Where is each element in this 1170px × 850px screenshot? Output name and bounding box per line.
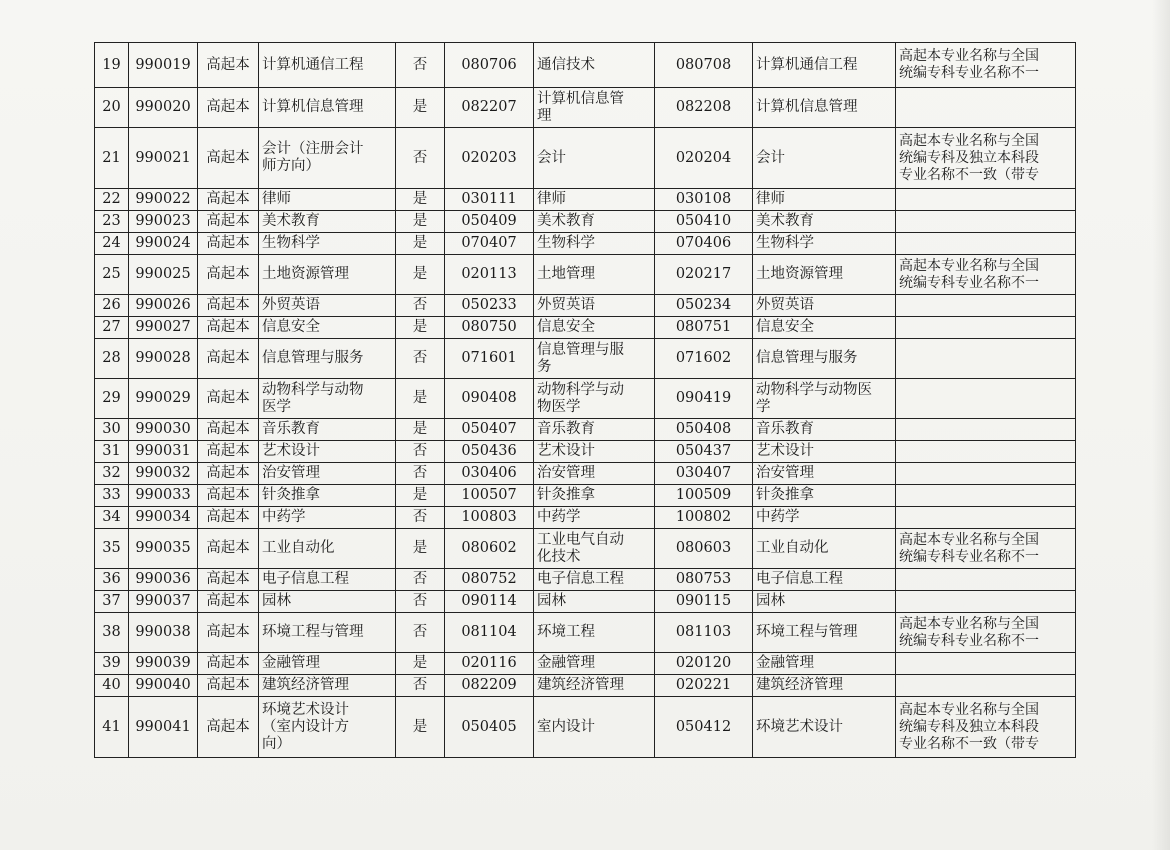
cell-flag: 是 (396, 485, 445, 507)
cell-name-3: 建筑经济管理 (753, 675, 896, 697)
cell-major-code: 990021 (129, 128, 198, 189)
cell-major-code: 990041 (129, 697, 198, 758)
table-row (95, 613, 1076, 653)
cell-name-3: 律师 (753, 189, 896, 211)
cell-major-code: 990036 (129, 569, 198, 591)
table-row (95, 128, 1076, 189)
majors-table (94, 42, 1076, 758)
cell-major-name: 生物科学 (259, 233, 396, 255)
cell-name-2: 土地管理 (534, 255, 655, 295)
cell-flag: 否 (396, 441, 445, 463)
cell-name-2: 中药学 (534, 507, 655, 529)
table-row (95, 485, 1076, 507)
cell-flag: 否 (396, 591, 445, 613)
table-row (95, 189, 1076, 211)
table-row (95, 591, 1076, 613)
cell-flag: 是 (396, 317, 445, 339)
cell-row-number: 32 (95, 463, 129, 485)
cell-code-3: 020221 (655, 675, 753, 697)
cell-code-2: 080750 (445, 317, 534, 339)
cell-code-3: 071602 (655, 339, 753, 379)
cell-name-2: 室内设计 (534, 697, 655, 758)
cell-level: 高起本 (198, 255, 259, 295)
cell-name-3: 美术教育 (753, 211, 896, 233)
cell-major-code: 990024 (129, 233, 198, 255)
cell-row-number: 26 (95, 295, 129, 317)
table-row (95, 529, 1076, 569)
table-row (95, 653, 1076, 675)
cell-code-3: 082208 (655, 88, 753, 128)
cell-code-3: 080603 (655, 529, 753, 569)
cell-name-2: 工业电气自动 化技术 (534, 529, 655, 569)
cell-name-3: 治安管理 (753, 463, 896, 485)
cell-major-name: 律师 (259, 189, 396, 211)
cell-major-name: 艺术设计 (259, 441, 396, 463)
cell-note (896, 379, 1076, 419)
table-row (95, 569, 1076, 591)
cell-flag: 是 (396, 88, 445, 128)
cell-code-3: 081103 (655, 613, 753, 653)
cell-name-3: 会计 (753, 128, 896, 189)
cell-code-2: 070407 (445, 233, 534, 255)
cell-row-number: 36 (95, 569, 129, 591)
cell-code-2: 050407 (445, 419, 534, 441)
cell-code-2: 030406 (445, 463, 534, 485)
cell-code-2: 100803 (445, 507, 534, 529)
cell-major-name: 动物科学与动物 医学 (259, 379, 396, 419)
cell-flag: 否 (396, 128, 445, 189)
cell-note: 高起本专业名称与全国 统编专科及独立本科段 专业名称不一致（带专 (896, 697, 1076, 758)
cell-level: 高起本 (198, 463, 259, 485)
cell-row-number: 19 (95, 43, 129, 88)
cell-note: 高起本专业名称与全国 统编专科专业名称不一 (896, 43, 1076, 88)
cell-name-3: 电子信息工程 (753, 569, 896, 591)
cell-name-3: 中药学 (753, 507, 896, 529)
cell-code-2: 050409 (445, 211, 534, 233)
cell-name-3: 外贸英语 (753, 295, 896, 317)
cell-major-name: 美术教育 (259, 211, 396, 233)
cell-name-3: 生物科学 (753, 233, 896, 255)
cell-note (896, 211, 1076, 233)
cell-code-3: 020120 (655, 653, 753, 675)
cell-major-name: 外贸英语 (259, 295, 396, 317)
cell-code-2: 020203 (445, 128, 534, 189)
cell-code-3: 050234 (655, 295, 753, 317)
cell-row-number: 38 (95, 613, 129, 653)
table-row (95, 697, 1076, 758)
cell-row-number: 20 (95, 88, 129, 128)
cell-row-number: 40 (95, 675, 129, 697)
cell-row-number: 21 (95, 128, 129, 189)
table-row (95, 419, 1076, 441)
cell-name-2: 律师 (534, 189, 655, 211)
cell-level: 高起本 (198, 88, 259, 128)
cell-code-3: 090115 (655, 591, 753, 613)
cell-row-number: 25 (95, 255, 129, 295)
cell-row-number: 35 (95, 529, 129, 569)
table-row (95, 339, 1076, 379)
cell-row-number: 41 (95, 697, 129, 758)
cell-major-code: 990026 (129, 295, 198, 317)
cell-major-name: 金融管理 (259, 653, 396, 675)
cell-name-3: 计算机通信工程 (753, 43, 896, 88)
cell-name-2: 生物科学 (534, 233, 655, 255)
cell-code-2: 080706 (445, 43, 534, 88)
cell-level: 高起本 (198, 419, 259, 441)
cell-major-name: 环境工程与管理 (259, 613, 396, 653)
cell-note (896, 463, 1076, 485)
cell-code-2: 071601 (445, 339, 534, 379)
cell-major-code: 990029 (129, 379, 198, 419)
cell-code-3: 050412 (655, 697, 753, 758)
cell-flag: 是 (396, 653, 445, 675)
cell-code-3: 080751 (655, 317, 753, 339)
cell-flag: 是 (396, 255, 445, 295)
cell-level: 高起本 (198, 128, 259, 189)
cell-level: 高起本 (198, 43, 259, 88)
cell-major-code: 990032 (129, 463, 198, 485)
cell-name-3: 针灸推拿 (753, 485, 896, 507)
cell-name-3: 艺术设计 (753, 441, 896, 463)
cell-name-3: 信息安全 (753, 317, 896, 339)
cell-level: 高起本 (198, 569, 259, 591)
cell-name-2: 建筑经济管理 (534, 675, 655, 697)
cell-name-2: 音乐教育 (534, 419, 655, 441)
cell-level: 高起本 (198, 233, 259, 255)
cell-code-3: 020204 (655, 128, 753, 189)
cell-row-number: 29 (95, 379, 129, 419)
cell-note (896, 485, 1076, 507)
cell-name-2: 信息管理与服 务 (534, 339, 655, 379)
cell-name-2: 信息安全 (534, 317, 655, 339)
cell-name-3: 环境工程与管理 (753, 613, 896, 653)
cell-note (896, 569, 1076, 591)
table-row (95, 675, 1076, 697)
cell-name-2: 通信技术 (534, 43, 655, 88)
cell-flag: 是 (396, 379, 445, 419)
cell-code-2: 080602 (445, 529, 534, 569)
table-row (95, 255, 1076, 295)
cell-major-code: 990027 (129, 317, 198, 339)
cell-name-2: 园林 (534, 591, 655, 613)
cell-note: 高起本专业名称与全国 统编专科专业名称不一 (896, 613, 1076, 653)
cell-code-2: 082209 (445, 675, 534, 697)
cell-flag: 否 (396, 507, 445, 529)
cell-name-3: 金融管理 (753, 653, 896, 675)
cell-flag: 否 (396, 339, 445, 379)
cell-major-name: 工业自动化 (259, 529, 396, 569)
cell-note (896, 233, 1076, 255)
cell-major-name: 园林 (259, 591, 396, 613)
cell-name-2: 外贸英语 (534, 295, 655, 317)
cell-code-3: 100509 (655, 485, 753, 507)
cell-note (896, 419, 1076, 441)
cell-code-3: 070406 (655, 233, 753, 255)
cell-level: 高起本 (198, 675, 259, 697)
cell-level: 高起本 (198, 379, 259, 419)
cell-level: 高起本 (198, 529, 259, 569)
cell-major-code: 990039 (129, 653, 198, 675)
table-row (95, 43, 1076, 88)
cell-major-code: 990028 (129, 339, 198, 379)
cell-major-name: 信息管理与服务 (259, 339, 396, 379)
cell-level: 高起本 (198, 591, 259, 613)
cell-major-name: 计算机信息管理 (259, 88, 396, 128)
cell-flag: 是 (396, 189, 445, 211)
cell-row-number: 28 (95, 339, 129, 379)
cell-major-code: 990037 (129, 591, 198, 613)
cell-name-2: 会计 (534, 128, 655, 189)
cell-name-2: 金融管理 (534, 653, 655, 675)
cell-name-2: 电子信息工程 (534, 569, 655, 591)
cell-row-number: 22 (95, 189, 129, 211)
cell-major-name: 建筑经济管理 (259, 675, 396, 697)
table-row (95, 379, 1076, 419)
cell-major-name: 会计（注册会计 师方向） (259, 128, 396, 189)
cell-note (896, 653, 1076, 675)
cell-row-number: 27 (95, 317, 129, 339)
cell-name-3: 园林 (753, 591, 896, 613)
cell-flag: 否 (396, 295, 445, 317)
cell-major-code: 990040 (129, 675, 198, 697)
cell-row-number: 31 (95, 441, 129, 463)
cell-row-number: 39 (95, 653, 129, 675)
cell-major-name: 治安管理 (259, 463, 396, 485)
cell-level: 高起本 (198, 653, 259, 675)
cell-name-3: 信息管理与服务 (753, 339, 896, 379)
cell-code-2: 090408 (445, 379, 534, 419)
cell-name-3: 动物科学与动物医 学 (753, 379, 896, 419)
table-row (95, 88, 1076, 128)
cell-major-name: 环境艺术设计 （室内设计方 向） (259, 697, 396, 758)
cell-name-3: 环境艺术设计 (753, 697, 896, 758)
cell-level: 高起本 (198, 507, 259, 529)
cell-note: 高起本专业名称与全国 统编专科专业名称不一 (896, 255, 1076, 295)
cell-name-3: 音乐教育 (753, 419, 896, 441)
cell-code-3: 050410 (655, 211, 753, 233)
cell-code-2: 050405 (445, 697, 534, 758)
cell-code-2: 030111 (445, 189, 534, 211)
cell-level: 高起本 (198, 441, 259, 463)
cell-major-code: 990038 (129, 613, 198, 653)
cell-row-number: 24 (95, 233, 129, 255)
cell-major-code: 990030 (129, 419, 198, 441)
cell-code-2: 082207 (445, 88, 534, 128)
cell-level: 高起本 (198, 211, 259, 233)
cell-code-3: 020217 (655, 255, 753, 295)
cell-flag: 是 (396, 529, 445, 569)
cell-level: 高起本 (198, 485, 259, 507)
cell-code-3: 030108 (655, 189, 753, 211)
cell-code-2: 080752 (445, 569, 534, 591)
cell-note: 高起本专业名称与全国 统编专科及独立本科段 专业名称不一致（带专 (896, 128, 1076, 189)
cell-code-2: 020113 (445, 255, 534, 295)
cell-flag: 是 (396, 233, 445, 255)
table-row (95, 295, 1076, 317)
cell-note (896, 441, 1076, 463)
cell-name-2: 治安管理 (534, 463, 655, 485)
cell-major-code: 990019 (129, 43, 198, 88)
cell-major-code: 990020 (129, 88, 198, 128)
table-row (95, 463, 1076, 485)
cell-major-name: 计算机通信工程 (259, 43, 396, 88)
cell-code-2: 100507 (445, 485, 534, 507)
cell-note (896, 295, 1076, 317)
cell-level: 高起本 (198, 317, 259, 339)
table-row (95, 317, 1076, 339)
cell-note (896, 189, 1076, 211)
cell-major-name: 音乐教育 (259, 419, 396, 441)
cell-name-2: 艺术设计 (534, 441, 655, 463)
cell-name-2: 美术教育 (534, 211, 655, 233)
cell-name-3: 计算机信息管理 (753, 88, 896, 128)
cell-row-number: 33 (95, 485, 129, 507)
cell-flag: 是 (396, 211, 445, 233)
cell-code-3: 050437 (655, 441, 753, 463)
cell-level: 高起本 (198, 697, 259, 758)
cell-code-3: 080753 (655, 569, 753, 591)
cell-major-name: 土地资源管理 (259, 255, 396, 295)
cell-name-2: 动物科学与动 物医学 (534, 379, 655, 419)
cell-code-3: 080708 (655, 43, 753, 88)
cell-note (896, 591, 1076, 613)
cell-flag: 否 (396, 675, 445, 697)
cell-code-3: 090419 (655, 379, 753, 419)
cell-flag: 否 (396, 569, 445, 591)
cell-major-name: 中药学 (259, 507, 396, 529)
cell-code-3: 030407 (655, 463, 753, 485)
cell-flag: 是 (396, 419, 445, 441)
cell-level: 高起本 (198, 189, 259, 211)
cell-level: 高起本 (198, 339, 259, 379)
cell-major-code: 990033 (129, 485, 198, 507)
cell-name-2: 环境工程 (534, 613, 655, 653)
cell-major-name: 针灸推拿 (259, 485, 396, 507)
cell-level: 高起本 (198, 295, 259, 317)
cell-flag: 否 (396, 463, 445, 485)
cell-note (896, 339, 1076, 379)
cell-major-name: 电子信息工程 (259, 569, 396, 591)
cell-code-2: 050233 (445, 295, 534, 317)
cell-name-2: 针灸推拿 (534, 485, 655, 507)
cell-flag: 否 (396, 613, 445, 653)
cell-major-name: 信息安全 (259, 317, 396, 339)
table-row (95, 507, 1076, 529)
cell-major-code: 990034 (129, 507, 198, 529)
cell-name-3: 土地资源管理 (753, 255, 896, 295)
cell-code-3: 100802 (655, 507, 753, 529)
table-row (95, 233, 1076, 255)
cell-name-2: 计算机信息管 理 (534, 88, 655, 128)
cell-row-number: 30 (95, 419, 129, 441)
cell-major-code: 990022 (129, 189, 198, 211)
cell-note (896, 675, 1076, 697)
cell-note (896, 317, 1076, 339)
cell-code-2: 081104 (445, 613, 534, 653)
cell-code-2: 050436 (445, 441, 534, 463)
cell-name-3: 工业自动化 (753, 529, 896, 569)
cell-note (896, 507, 1076, 529)
cell-row-number: 34 (95, 507, 129, 529)
cell-flag: 是 (396, 697, 445, 758)
cell-code-2: 020116 (445, 653, 534, 675)
cell-flag: 否 (396, 43, 445, 88)
cell-major-code: 990035 (129, 529, 198, 569)
cell-note: 高起本专业名称与全国 统编专科专业名称不一 (896, 529, 1076, 569)
cell-level: 高起本 (198, 613, 259, 653)
table-row (95, 211, 1076, 233)
cell-code-2: 090114 (445, 591, 534, 613)
page-edge-shadow (1152, 0, 1170, 850)
table-row (95, 441, 1076, 463)
cell-code-3: 050408 (655, 419, 753, 441)
cell-row-number: 37 (95, 591, 129, 613)
cell-major-code: 990031 (129, 441, 198, 463)
cell-note (896, 88, 1076, 128)
cell-major-code: 990023 (129, 211, 198, 233)
cell-row-number: 23 (95, 211, 129, 233)
cell-major-code: 990025 (129, 255, 198, 295)
